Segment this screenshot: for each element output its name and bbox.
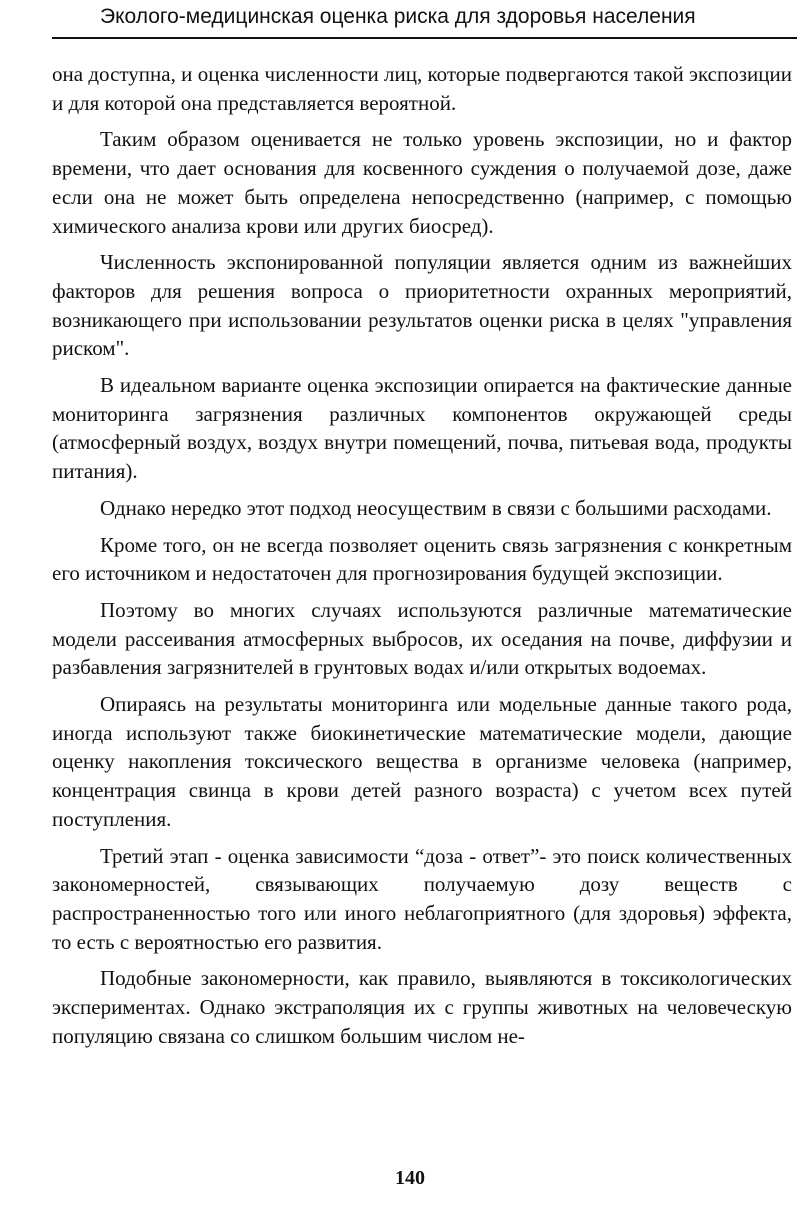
paragraph: Таким образом оценивается не только уровень экспозиции, но и фактор времени, что дает основания для косвенного суждения о получаемой дозе, даже если она не может быть определена непосредственно (например, с помощью химического анализа крови или других биосред). [52,127,792,238]
paragraph: Третий этап - оценка зависимости “доза - ответ”- это поиск количественных закономерностей, связывающих получаемую дозу веществ с распространенностью того или иного неблагоприятного (для здоровья) эффекта, то есть с вероятностью его развития. [52,843,792,954]
paragraph-continuation: она доступна, и оценка численности лиц, которые подвергаются такой экспозиции и для которой она представляется вероятной. [52,62,792,115]
body-text [52,60,792,1059]
paragraph: Опираясь на результаты мониторинга или модельные данные такого рода, иногда используют также биокинетические математические модели, дающие оценку накопления токсического вещества в организме человека (например, концентрация свинца в крови детей разного возраста) с учетом всех путей поступления. [52,692,792,831]
paragraph: Поэтому во многих случаях используются различные математические модели рассеивания атмосферных выбросов, их оседания на почве, диффузии и разбавления загрязнителей в грунтовых водах и/или открытых водоемах. [52,597,792,680]
paragraph: Однако нередко этот подход неосуществим в связи с большими расходами. [100,495,772,520]
paragraph: Кроме того, он не всегда позволяет оценить связь загрязнения с конкретным его источником и недостаточен для прогнозирования будущей экспозиции. [52,532,792,586]
page-number: 140 [395,1167,425,1189]
paragraph: Численность экспонированной популяции является одним из важнейших факторов для решения вопроса о приоритетности охранных мероприятий, возникающего при использовании результатов оценки риска в целях "управления риском". [52,250,792,361]
running-header: Эколого-медицинская оценка риска для здоровья населения [100,5,696,28]
paragraph: В идеальном варианте оценка экспозиции опирается на фактические данные мониторинга загрязнения различных компонентов окружающей среды (атмосферный воздух, воздух внутри помещений, почва, питьевая вода, продукты питания). [52,373,792,484]
header-rule [52,37,797,39]
paragraph: Подобные закономерности, как правило, выявляются в токсикологических экспериментах. Однако экстраполяция их с группы животных на человеческую популяцию связана со слишком большим числом не- [52,966,792,1048]
